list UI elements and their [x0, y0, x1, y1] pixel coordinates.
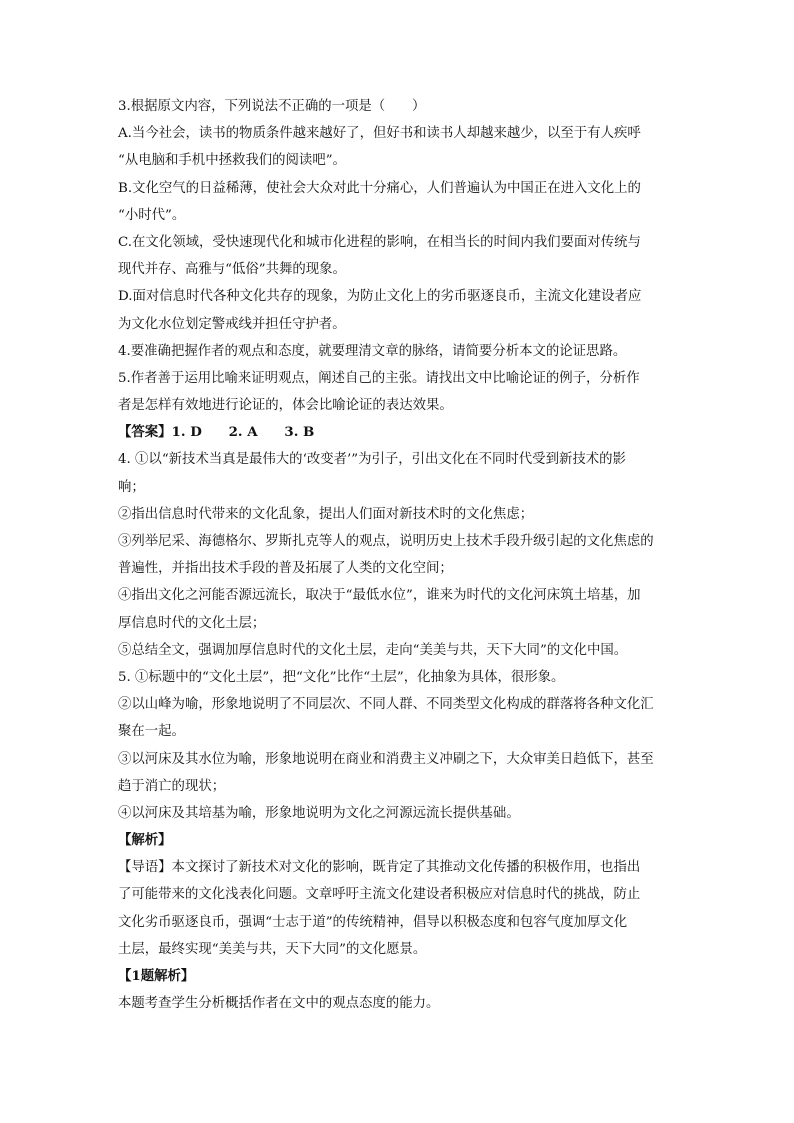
option-c-line-2: 现代并存、高雅与“低俗”共舞的现象。 [118, 262, 346, 278]
intro-line-1: 【导语】本文探讨了新技术对文化的影响，既肯定了其推动文化传播的积极作用，也指出 [118, 860, 641, 876]
question-5-line-1: 5.作者善于运用比喻来证明观点，阐述自己的主张。请找出文中比喻论证的例子，分析作 [118, 370, 640, 386]
answer-4-point-1-line-2: 响； [118, 479, 145, 495]
option-c-line-1: C.在文化领域，受快速现代化和城市化进程的影响，在相当长的时间内我们要面对传统与 [118, 234, 641, 250]
answer-4-point-3-line-2: 普遍性，并指出技术手段的普及拓展了人类的文化空间； [118, 561, 453, 577]
answer-4-point-1-line-1: 4. ①以“新技术当真是最伟大的‘改变者’”为引子，引出文化在不同时代受到新技术的影 [118, 452, 626, 468]
answer-4-point-5: ⑤总结全文，强调加厚信息时代的文化土层，走向“美美与共，天下大同”的文化中国。 [118, 642, 628, 658]
option-a-line-2: “从电脑和手机中拯救我们的阅读吧”。 [118, 153, 346, 169]
question-5-line-2: 者是怎样有效地进行论证的，体会比喻论证的表达效果。 [118, 398, 453, 414]
answer-5-point-1: 5. ①标题中的“文化土层”，把“文化”比作“土层”，化抽象为具体，很形象。 [118, 669, 565, 685]
intro-line-3: 文化劣币驱逐良币，强调“士志于道”的传统精神，倡导以积极态度和包容气度加厚文化 [118, 914, 628, 930]
option-d-line-2: 为文化水位划定警戒线并担任守护者。 [118, 316, 346, 332]
option-a-line-1: A.当今社会，读书的物质条件越来越好了，但好书和读书人却越来越少，以至于有人疾呼 [118, 126, 641, 142]
option-b-line-2: “小时代”。 [118, 207, 186, 223]
answer-5-point-3-line-1: ③以河床及其水位为喻，形象地说明在商业和消费主义冲刷之下，大众审美日趋低下，甚至 [118, 751, 654, 767]
analysis-heading: 【解析】 [118, 832, 172, 849]
question-4: 4.要准确把握作者的观点和态度，就要理清文章的脉络，请简要分析本文的论证思路。 [118, 343, 627, 359]
question-3-stem: 3.根据原文内容，下列说法不正确的一项是（ ） [118, 99, 426, 114]
answer-key: 【答案】1. D 2. A 3. B [118, 424, 315, 441]
document-page [118, 93, 678, 1017]
intro-line-4: 土层，最终实现“美美与共，天下大同”的文化愿景。 [118, 941, 427, 957]
answer-5-point-2-line-2: 聚在一起。 [118, 724, 185, 740]
question-1-analysis-heading: 【1题解析】 [118, 968, 195, 984]
option-b-line-1: B.文化空气的日益稀薄，使社会大众对此十分痛心，人们普遍认为中国正在进入文化上的 [118, 180, 641, 196]
answer-4-point-4-line-1: ④指出文化之河能否源远流长，取决于“最低水位”，谁来为时代的文化河床筑土培基，加 [118, 588, 641, 604]
intro-line-2: 了可能带来的文化浅表化问题。文章呼吁主流文化建设者积极应对信息时代的挑战，防止 [118, 887, 641, 903]
answer-4-point-2: ②指出信息时代带来的文化乱象，提出人们面对新技术时的文化焦虑； [118, 506, 534, 522]
answer-5-point-3-line-2: 趋于消亡的现状； [118, 778, 226, 794]
answer-4-point-4-line-2: 厚信息时代的文化土层； [118, 615, 266, 631]
answer-5-point-4: ④以河床及其培基为喻，形象地说明为文化之河源远流长提供基础。 [118, 805, 520, 821]
answer-4-point-3-line-1: ③列举尼采、海德格尔、罗斯扎克等人的观点，说明历史上技术手段升级引起的文化焦虑的 [118, 534, 654, 549]
question-1-analysis-text: 本题考查学生分析概括作者在文中的观点态度的能力。 [118, 996, 440, 1012]
option-d-line-1: D.面对信息时代各种文化共存的现象，为防止文化上的劣币驱逐良币，主流文化建设者应 [118, 289, 642, 305]
answer-5-point-2-line-1: ②以山峰为喻，形象地说明了不同层次、不同人群、不同类型文化构成的群落将各种文化汇 [118, 697, 654, 713]
